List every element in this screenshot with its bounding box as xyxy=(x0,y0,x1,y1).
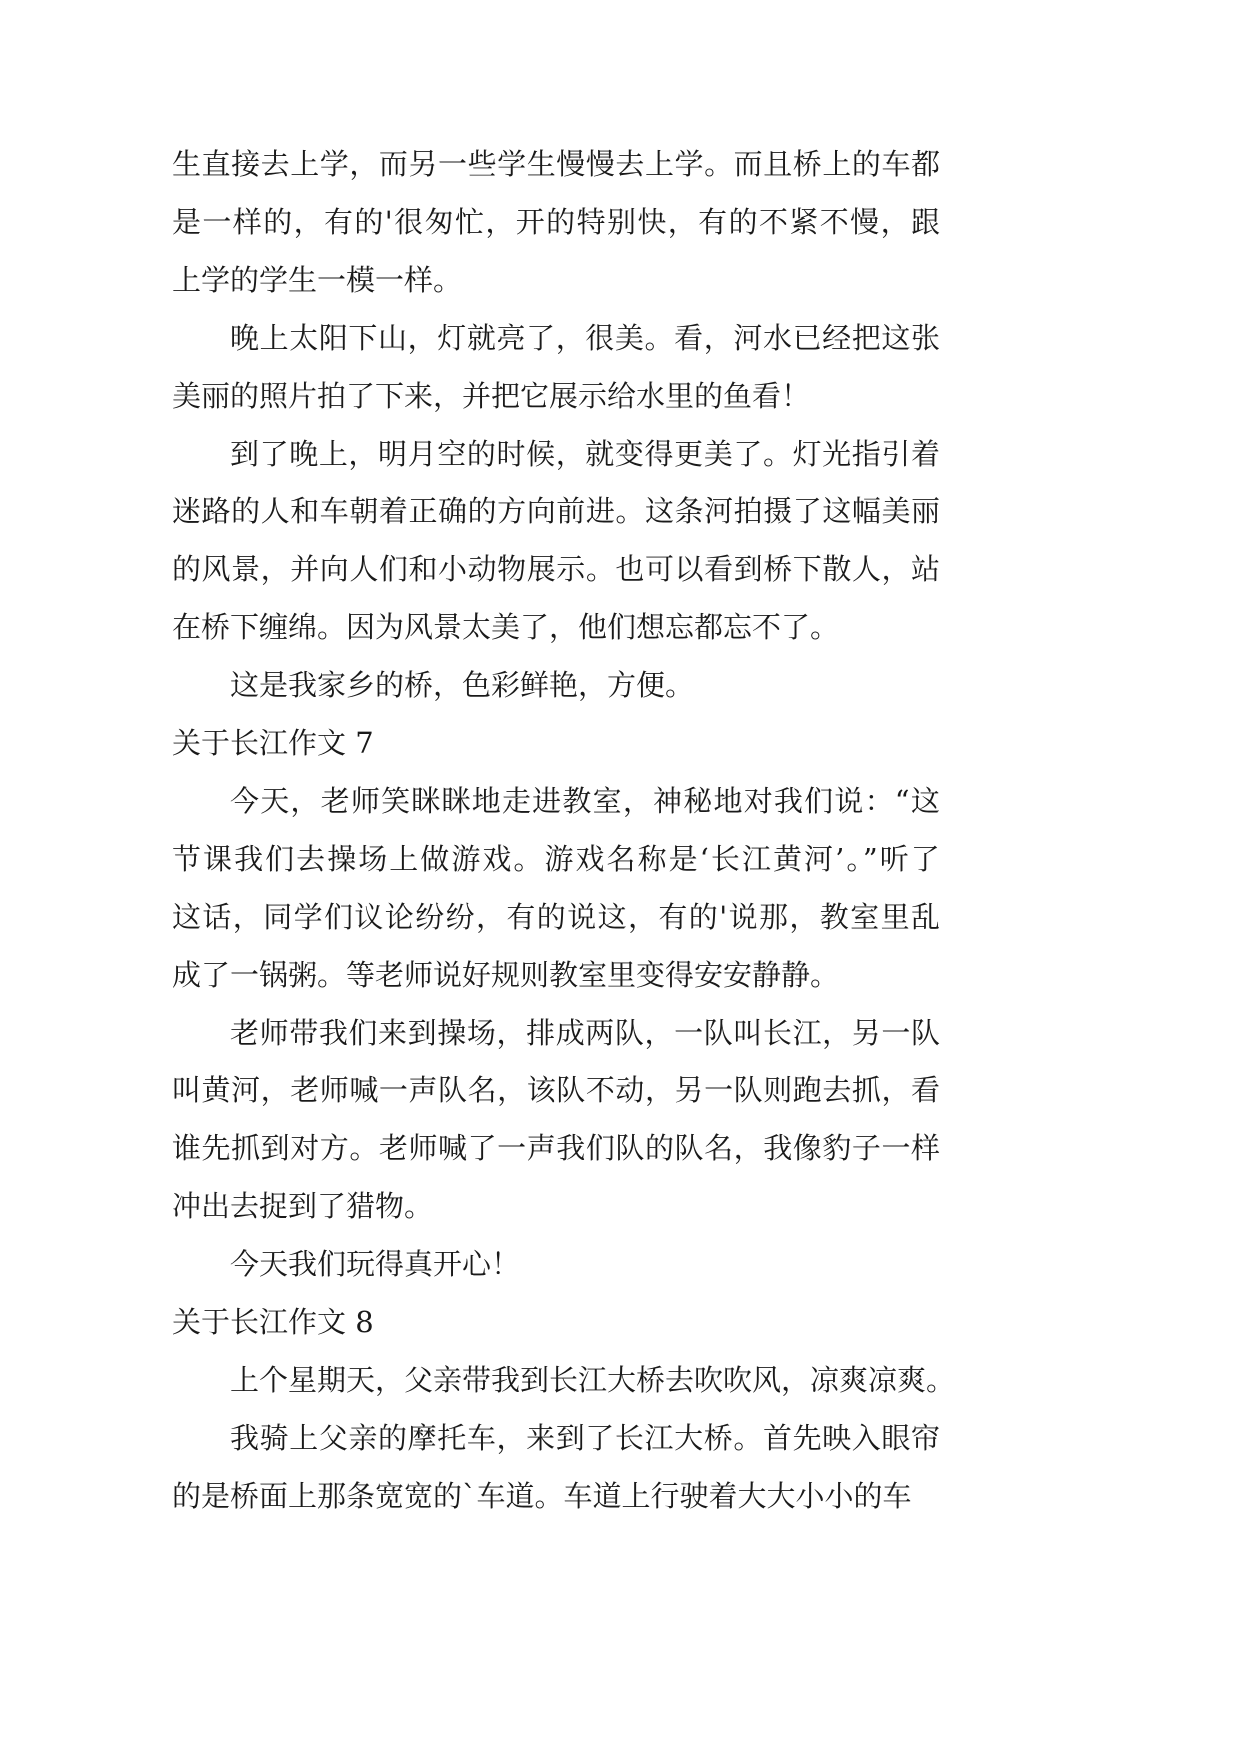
paragraph-line: 冲出去捉到了猎物。 xyxy=(172,1189,434,1223)
paragraph-first-line: 老师带我们来到操场，排成两队，一队叫长江，另一队 xyxy=(230,1016,941,1050)
paragraph-line: 的风景，并向人们和小动物展示。也可以看到桥下散人，站 xyxy=(172,552,941,586)
paragraph-line: 成了一锅粥。等老师说好规则教室里变得安安静静。 xyxy=(172,958,840,992)
paragraph-first-line: 这是我家乡的桥，色彩鲜艳，方便。 xyxy=(230,668,695,702)
paragraph-first-line: 晚上太阳下山，灯就亮了，很美。看，河水已经把这张 xyxy=(230,321,941,355)
paragraph-first-line: 今天，老师笑眯眯地走进教室，神秘地对我们说：“这 xyxy=(230,784,942,818)
paragraph-line: 是一样的，有的'很匆忙，开的特别快，有的不紧不慢，跟 xyxy=(172,205,942,239)
paragraph-line: 生直接去上学，而另一些学生慢慢去上学。而且桥上的车都 xyxy=(172,147,941,181)
paragraph-line: 在桥下缠绵。因为风景太美了，他们想忘都忘不了。 xyxy=(172,610,840,644)
paragraph-line: 谁先抓到对方。老师喊了一声我们队的队名，我像豹子一样 xyxy=(172,1131,941,1165)
paragraph-first-line: 到了晚上，明月空的时候，就变得更美了。灯光指引着 xyxy=(230,437,941,471)
paragraph-line: 叫黄河，老师喊一声队名，该队不动，另一队则跑去抓，看 xyxy=(172,1073,941,1107)
paragraph-first-line: 上个星期天，父亲带我到长江大桥去吹吹风，凉爽凉爽。 xyxy=(230,1363,956,1397)
paragraph-first-line: 今天我们玩得真开心！ xyxy=(230,1247,521,1281)
paragraph-line: 的是桥面上那条宽宽的`车道。车道上行驶着大大小小的车 xyxy=(172,1479,912,1513)
paragraph-line: 这话，同学们议论纷纷，有的说这，有的'说那，教室里乱 xyxy=(172,900,942,934)
section-heading: 关于长江作文 8 xyxy=(172,1305,374,1339)
paragraph-first-line: 我骑上父亲的摩托车，来到了长江大桥。首先映入眼帘 xyxy=(230,1421,941,1455)
paragraph-line: 迷路的人和车朝着正确的方向前进。这条河拍摄了这幅美丽 xyxy=(172,494,941,528)
paragraph-line: 节课我们去操场上做游戏。游戏名称是‘长江黄河’。”听了 xyxy=(172,842,942,876)
paragraph-line: 上学的学生一模一样。 xyxy=(172,263,463,297)
section-heading: 关于长江作文 7 xyxy=(172,726,374,760)
paragraph-line: 美丽的照片拍了下来，并把它展示给水里的鱼看！ xyxy=(172,379,811,413)
